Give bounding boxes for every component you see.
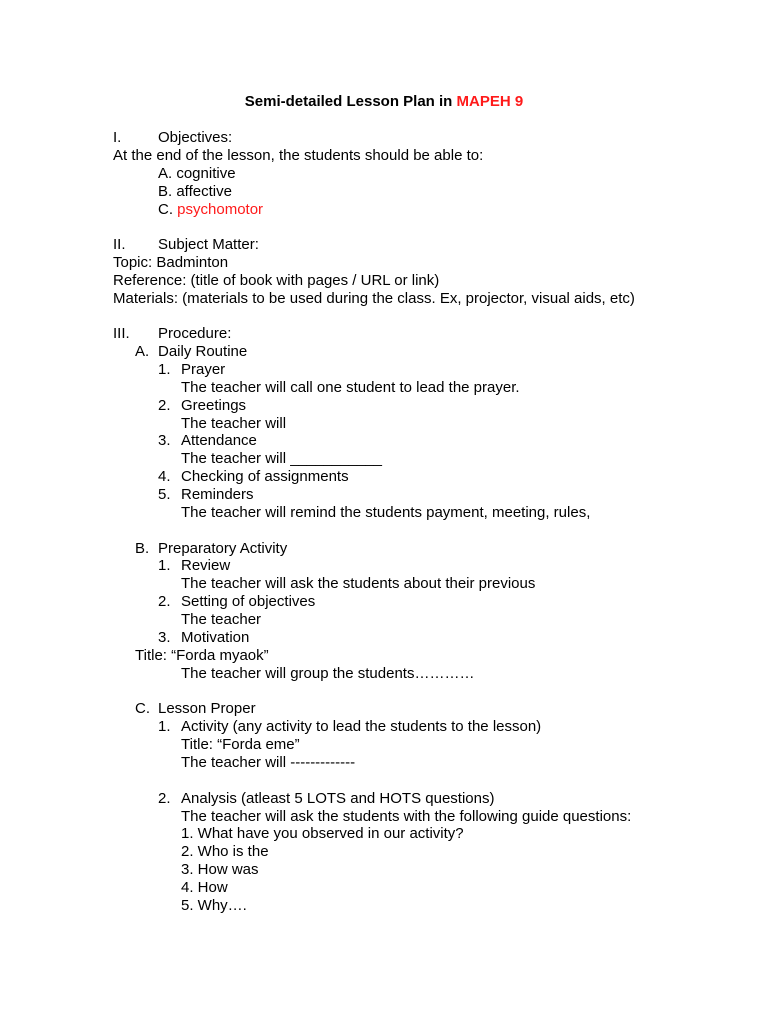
subject-matter-heading: Subject Matter:: [158, 236, 259, 253]
daily-routine-marker: A.: [135, 343, 150, 360]
objective-psychomotor-prefix: C.: [158, 201, 178, 218]
preparatory-item-motivation: Motivation: [181, 629, 250, 646]
analysis-intro: The teacher will ask the students with the following guide questions:: [181, 808, 632, 825]
preparatory-item-review: Review: [181, 557, 231, 574]
objective-cognitive: A. cognitive: [158, 165, 236, 182]
motivation-detail: The teacher will group the students…………: [181, 665, 475, 682]
subject-reference: Reference: (title of book with pages / URL or link): [113, 272, 440, 289]
objectives-intro: At the end of the lesson, the students should be able to:: [113, 147, 484, 164]
routine-item-detail: The teacher will call one student to lead the prayer.: [181, 379, 520, 396]
guide-question: 2. Who is the: [181, 843, 269, 860]
preparatory-item-detail: The teacher: [181, 611, 262, 628]
routine-item-detail: The teacher will remind the students payment, meeting, rules,: [181, 504, 591, 521]
routine-item-prayer: Prayer: [181, 361, 226, 378]
routine-item-reminders: Reminders: [181, 486, 254, 503]
title-subject: MAPEH 9: [456, 93, 524, 110]
activity-label: Activity (any activity to lead the students to the lesson): [181, 718, 542, 735]
routine-item-number: 3.: [158, 432, 171, 449]
subject-matter-numeral: II.: [113, 236, 126, 253]
subject-materials: Materials: (materials to be used during the class. Ex, projector, visual aids, etc): [113, 290, 635, 307]
objectives-heading: Objectives:: [158, 129, 233, 146]
title-prefix: Semi-detailed Lesson Plan in: [244, 93, 457, 110]
routine-item-attendance: Attendance: [181, 432, 257, 449]
preparatory-heading: Preparatory Activity: [158, 540, 288, 557]
preparatory-item-detail: The teacher will ask the students about their previous: [181, 575, 536, 592]
guide-question: 3. How was: [181, 861, 259, 878]
routine-item-number: 4.: [158, 468, 171, 485]
procedure-numeral: III.: [113, 325, 130, 342]
activity-number: 1.: [158, 718, 171, 735]
routine-item-detail: The teacher will ___________: [181, 450, 382, 467]
objective-psychomotor-text: psychomotor: [177, 201, 264, 218]
page-title: [0, 93, 768, 111]
daily-routine-heading: Daily Routine: [158, 343, 248, 360]
preparatory-item-number: 1.: [158, 557, 171, 574]
routine-item-greetings: Greetings: [181, 397, 247, 414]
objective-psychomotor: [158, 201, 263, 219]
preparatory-marker: B.: [135, 540, 150, 557]
routine-item-number: 5.: [158, 486, 171, 503]
routine-item-number: 2.: [158, 397, 171, 414]
procedure-heading: Procedure:: [158, 325, 232, 342]
objective-affective: B. affective: [158, 183, 232, 200]
motivation-title: Title: “Forda myaok”: [135, 647, 269, 664]
guide-question: 4. How: [181, 879, 228, 896]
preparatory-item-number: 2.: [158, 593, 171, 610]
routine-item-detail: The teacher will: [181, 415, 287, 432]
subject-topic: Topic: Badminton: [113, 254, 229, 271]
preparatory-item-objectives: Setting of objectives: [181, 593, 316, 610]
lesson-proper-marker: C.: [135, 700, 150, 717]
analysis-number: 2.: [158, 790, 171, 807]
lesson-proper-heading: Lesson Proper: [158, 700, 256, 717]
routine-item-number: 1.: [158, 361, 171, 378]
analysis-label: Analysis (atleast 5 LOTS and HOTS questions): [181, 790, 495, 807]
activity-title: Title: “Forda eme”: [181, 736, 300, 753]
routine-item-assignments: Checking of assignments: [181, 468, 349, 485]
guide-question: 1. What have you observed in our activity?: [181, 825, 464, 842]
objectives-numeral: I.: [113, 129, 122, 146]
guide-question: 5. Why….: [181, 897, 247, 914]
activity-detail: The teacher will -------------: [181, 754, 356, 771]
preparatory-item-number: 3.: [158, 629, 171, 646]
